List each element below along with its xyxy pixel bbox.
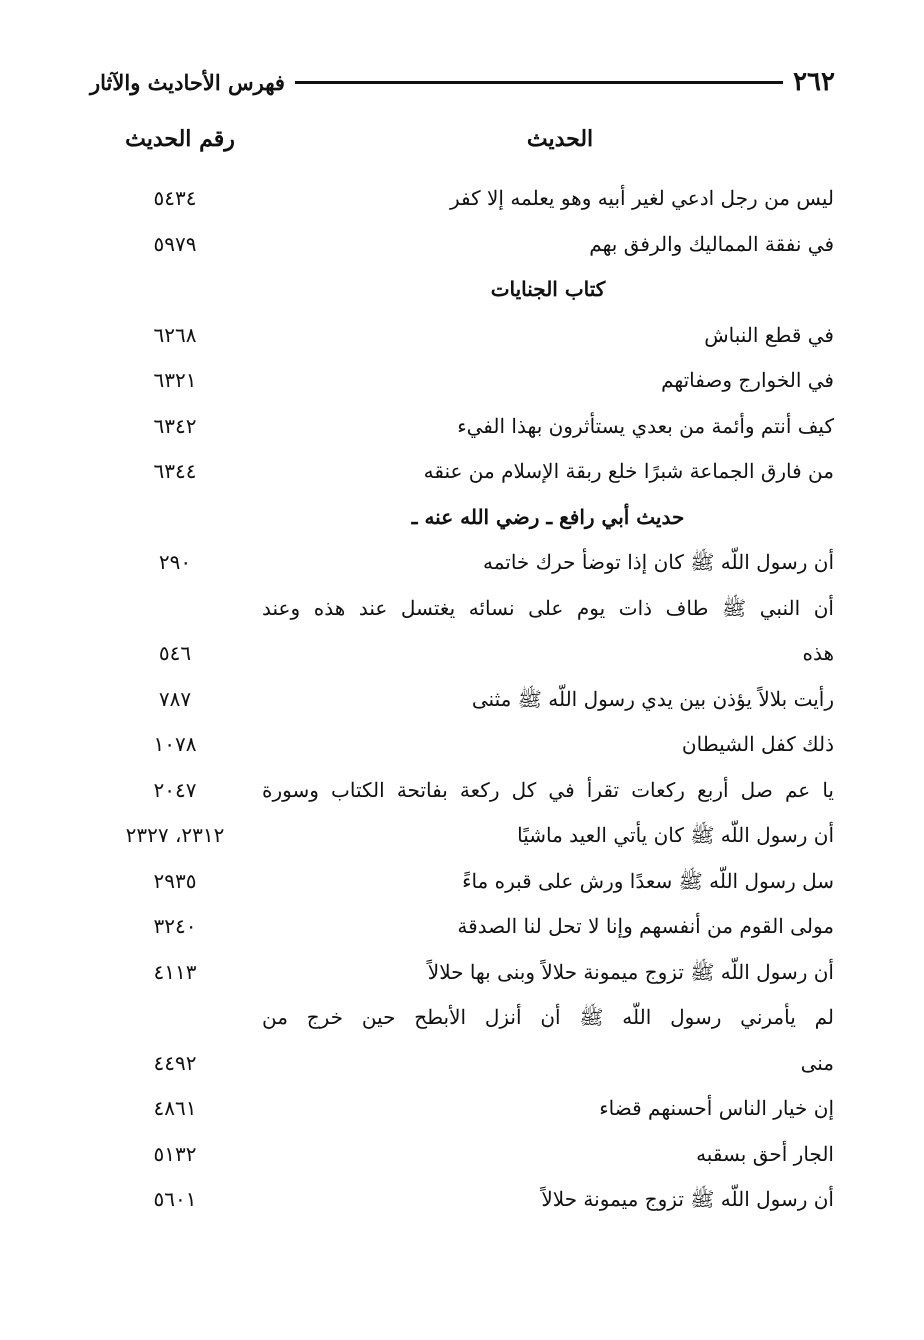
- hadith-number: ٥٦٠١: [153, 1187, 197, 1211]
- hadith-number: ٢٣١٢، ٢٣٢٧: [125, 823, 225, 847]
- running-title: فهرس الأحاديث والآثار: [90, 69, 285, 95]
- index-row: [0, 1136, 924, 1182]
- hadith-number: ٢٩٣٥: [153, 868, 197, 893]
- hadith-text: في الخوارج وصفاتهم: [661, 368, 834, 392]
- hadith-text: أن رسول اللّه ﷺ كان إذا توضأ حرك خاتمه: [482, 550, 834, 574]
- hadith-text: ذلك كفل الشيطان: [681, 732, 834, 756]
- index-row: [0, 453, 924, 499]
- hadith-text: ليس من رجل ادعي لغير أبيه وهو يعلمه إلا كفر: [449, 186, 834, 210]
- index-row: [0, 362, 924, 408]
- hadith-number: ٢٩٠: [158, 550, 192, 574]
- index-row: [0, 317, 924, 363]
- index-row: [0, 1045, 924, 1091]
- hadith-number: ٦٣٤٤: [153, 459, 197, 483]
- hadith-text: هذه: [802, 641, 834, 665]
- index-row: [0, 726, 924, 772]
- hadith-number: ٥٩٧٩: [153, 231, 197, 256]
- index-row: [0, 635, 924, 681]
- index-row: [0, 863, 924, 909]
- column-header-hadith: الحديث: [526, 126, 594, 152]
- hadith-number: ٢٠٤٧: [153, 777, 197, 802]
- index-row: [0, 1090, 924, 1136]
- hadith-number: ٥٤٦: [158, 641, 192, 665]
- index-row: [0, 681, 924, 727]
- hadith-index-list: [0, 180, 924, 1227]
- hadith-number: ٧٨٧: [158, 686, 192, 711]
- hadith-number: ٥٤٣٤: [153, 186, 197, 210]
- hadith-text: أن رسول اللّه ﷺ تزوج ميمونة حلالاً وبنى بها حلالاً: [427, 959, 834, 984]
- hadith-text: سل رسول اللّه ﷺ سعدًا ورش على قبره ماءً: [462, 868, 834, 893]
- hadith-number: ٤١١٣: [153, 959, 197, 984]
- hadith-text: الجار أحق بسقبه: [696, 1141, 834, 1166]
- hadith-text: من فارق الجماعة شبرًا خلع ربقة الإسلام من عنقه: [423, 459, 834, 483]
- hadith-text: أن رسول اللّه ﷺ كان يأتي العيد ماشيًا: [517, 823, 834, 847]
- hadith-number: ٦٢٦٨: [153, 322, 197, 347]
- index-row: [0, 817, 924, 863]
- hadith-number: ٤٨٦١: [153, 1096, 197, 1120]
- index-row: [0, 180, 924, 226]
- hadith-number: ٦٣٤٢: [153, 413, 197, 438]
- section-heading-row: [0, 271, 924, 317]
- section-heading: كتاب الجنايات: [490, 277, 606, 301]
- hadith-number: ٦٣٢١: [153, 368, 197, 392]
- index-row: [0, 544, 924, 590]
- header-rule: [295, 81, 783, 84]
- index-row: [0, 408, 924, 454]
- column-header-number: رقم الحديث: [125, 126, 235, 152]
- hadith-text: أن النبي ﷺ طاف ذات يوم على نسائه يغتسل عند هذه وعند: [262, 595, 834, 620]
- page-number: ٢٦٢: [793, 67, 835, 97]
- index-row: [0, 772, 924, 818]
- index-row: [0, 590, 924, 636]
- page-header: [90, 62, 835, 102]
- section-heading-row: [0, 499, 924, 545]
- hadith-text: كيف أنتم وأئمة من بعدي يستأثرون بهذا الفيء: [457, 413, 834, 438]
- hadith-text: في نفقة المماليك والرفق بهم: [589, 231, 834, 256]
- index-row: [0, 226, 924, 272]
- hadith-text: أن رسول اللّه ﷺ تزوج ميمونة حلالاً: [541, 1187, 834, 1211]
- hadith-text: منى: [800, 1050, 834, 1075]
- hadith-text: رأيت بلالاً يؤذن بين يدي رسول اللّه ﷺ مثنى: [471, 686, 834, 711]
- index-row: [0, 954, 924, 1000]
- section-heading: حديث أبي رافع ـ رضي الله عنه ـ: [411, 504, 685, 529]
- hadith-text: في قطع النباش: [704, 322, 834, 347]
- index-row: [0, 908, 924, 954]
- index-row: [0, 999, 924, 1045]
- hadith-number: ٣٢٤٠: [153, 914, 197, 938]
- hadith-text: مولى القوم من أنفسهم وإنا لا تحل لنا الصدقة: [457, 914, 834, 938]
- hadith-text: لم يأمرني رسول اللّه ﷺ أن أنزل الأبطح حين خرج من: [262, 1005, 834, 1029]
- hadith-number: ٤٤٩٢: [153, 1050, 197, 1075]
- hadith-text: إن خيار الناس أحسنهم قضاء: [599, 1096, 834, 1120]
- hadith-text: يا عم صل أربع ركعات تقرأ في كل ركعة بفاتحة الكتاب وسورة: [262, 777, 834, 802]
- hadith-number: ٥١٣٢: [153, 1141, 197, 1166]
- hadith-number: ١٠٧٨: [153, 732, 197, 756]
- index-row: [0, 1181, 924, 1227]
